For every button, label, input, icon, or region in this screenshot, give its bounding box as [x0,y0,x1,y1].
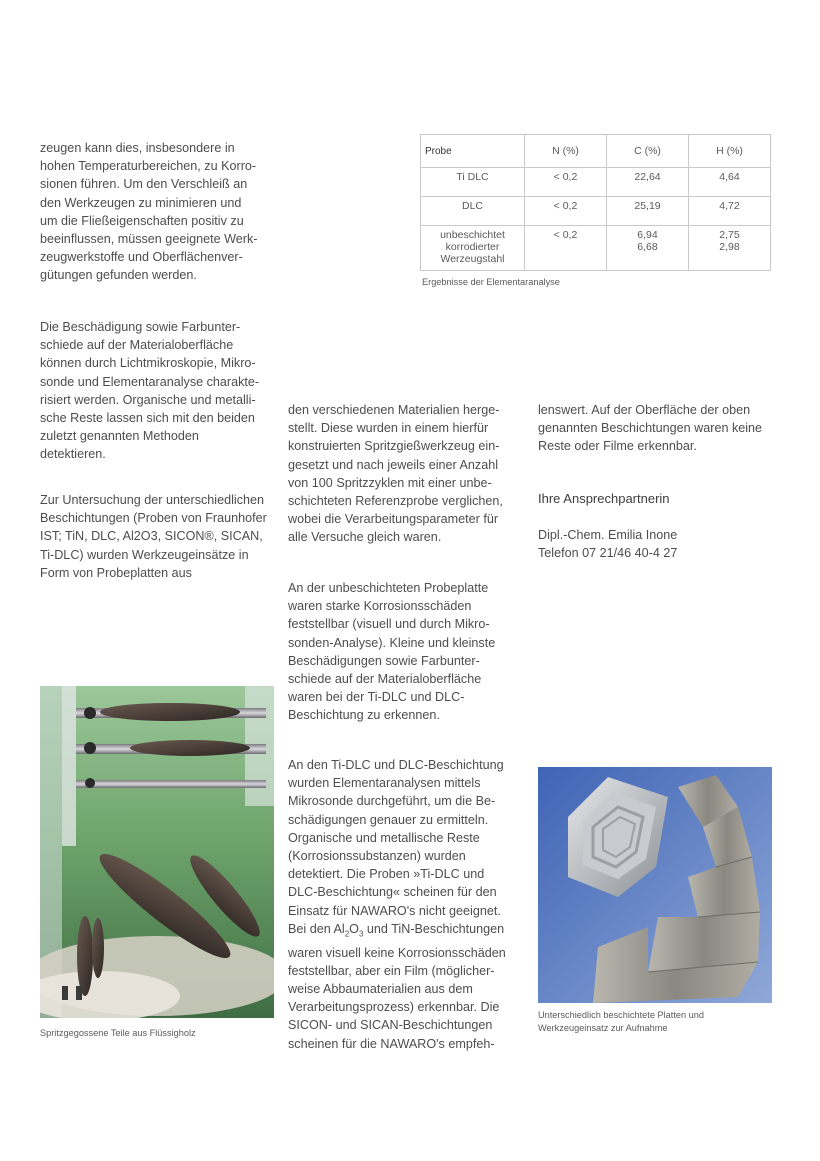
text-line: sionen führen. Um den Verschleiß an [40,177,248,192]
text-line: können durch Lichtmikroskopie, Mikro- [40,356,256,371]
text-line: Zur Untersuchung der unterschiedlichen [40,493,265,507]
text-line: stellt. Diese wurden in einem hierfür [288,421,489,436]
text-line: schichteten Referenzprobe verglichen, [288,494,503,509]
table-cell-text: 6,94 [637,229,658,241]
col2-paragraph-1 [288,401,503,547]
table-cell-text: 25,19 [634,200,661,212]
table-cell [607,226,689,271]
text-line: detektiert. Die Proben »Ti-DLC und [288,867,485,882]
text-line: risiert werden. Organische und metalli- [40,392,256,407]
text-line: um die Fließeigenschaften positiv zu [40,213,244,228]
text-line: An den Ti-DLC und DLC-Beschichtung [288,758,504,772]
text-line: feststellbar, aber ein Film (möglicher- [288,963,495,978]
text-line: alle Versuche gleich waren. [288,530,442,545]
table-cell-text: 4,72 [719,200,740,212]
text-line: feststellbar (visuell und durch Mikro- [288,617,490,632]
text-line: Form von Probeplatten aus [40,565,192,580]
table-cell-text: 2,75 [719,229,740,241]
table-caption: Ergebnisse der Elementaranalyse [422,277,560,287]
text-line: IST; TiN, DLC, Al2O3, SICON®, SICAN, [40,529,263,544]
table-cell-text: < 0,2 [553,200,578,212]
text-line: von 100 Spritzzyklen mit einer unbe- [288,475,492,490]
col1-paragraph-2 [40,318,259,464]
text-line: wobei die Verarbeitungsparameter für [288,512,499,527]
table-cell-text: korrodierter [445,241,500,253]
text-line: sonden-Analyse). Kleine und kleinste [288,635,496,650]
photo-caption-right [538,1009,704,1035]
contact-details [538,526,677,562]
text-line: Die Beschädigung sowie Farbunter- [40,320,241,334]
text-line: Ti-DLC) wurden Werkzeugeinsätze in [40,547,249,562]
text-line: Beschichtung zu erkennen. [288,708,440,723]
text-line: Telefon 07 21/46 40-4 27 [538,546,678,561]
table-cell [525,168,607,197]
table-cell [421,197,525,226]
text-line: waren starke Korrosionsschäden [288,599,472,614]
text-line: den verschiedenen Materialien herge- [288,403,500,417]
al-subscript: 2 [344,929,350,939]
table-header-cell: H (%) [689,135,771,168]
table-cell [525,197,607,226]
text-line: SICON- und SICAN-Beschichtungen [288,1018,493,1033]
text-line: Reste oder Filme erkennbar. [538,439,697,454]
table-cell-text: 22,64 [634,171,661,183]
text-line: waren bei der Ti-DLC und DLC- [288,690,465,705]
text-line: zuletzt genannten Methoden [40,429,199,444]
table-cell [689,197,771,226]
text-line: weise Abbaumaterialien aus dem [288,981,473,996]
text-line: zeugwerkstoffe und Oberflächenver- [40,250,243,265]
table-cell-text: unbeschichtet [440,229,505,241]
injection-molded-parts-photo [40,686,274,1018]
col3-paragraph-1 [538,401,762,456]
table-cell-text: < 0,2 [553,171,578,183]
text-line: waren visuell keine Korrosionsschäden [288,945,506,960]
coated-plates-photo [538,767,772,1003]
text-line: sonde und Elementaranalyse charakte- [40,374,260,389]
text-line: schiede auf der Materialoberfläche [288,672,482,687]
table-header-row [421,135,771,168]
text-line: Dipl.-Chem. Emilia Inone [538,528,678,542]
text-line: Beschichtungen (Proben von Fraunhofer [40,511,267,526]
text-line: Einsatz für NAWARO's nicht geeignet. [288,903,501,918]
table-cell-text: 6,68 [637,241,658,253]
table-cell-text: 2,98 [719,241,740,253]
table-row [421,197,771,226]
text-line: Mikrosonde durchgeführt, um die Be- [288,794,496,809]
al-suffix: und TiN-Beschichtungen [363,921,505,936]
text-line: wurden Elementaranalysen mittels [288,776,481,791]
table-cell-text: < 0,2 [553,229,578,241]
text-line: (Korrosionssubstanzen) wurden [288,849,466,864]
table-cell-text: Werzeugstahl [440,253,505,265]
col2-paragraph-2 [288,579,495,725]
photo-caption-left: Spritzgegossene Teile aus Flüssigholz [40,1028,196,1038]
text-line: zeugen kann dies, insbesondere in [40,141,235,155]
table-row [421,168,771,197]
text-line: beeinflussen, müssen geeignete Werk- [40,232,258,247]
text-line: gütungen gefunden werden. [40,268,197,283]
table-cell-text: 4,64 [719,171,740,183]
text-line: schädigungen genauer zu ermitteln. [288,812,489,827]
text-line: schiede auf der Materialoberfläche [40,338,234,353]
table-cell [421,168,525,197]
text-line: DLC-Beschichtung« scheinen für den [288,885,497,900]
col1-paragraph-3 [40,491,267,582]
table-cell-text: DLC [461,200,483,212]
table-cell [607,168,689,197]
text-line: Beschädigungen sowie Farbunter- [288,653,480,668]
o-subscript: 3 [358,929,364,939]
text-line: konstruierten Spritzgießwerkzeug ein- [288,439,500,454]
text-line: hohen Temperaturbereichen, zu Korro- [40,159,257,174]
text-line: sche Reste lassen sich mit den beiden [40,411,255,426]
table-cell [421,226,525,271]
text-line: An der unbeschichteten Probeplatte [288,581,489,595]
col2-paragraph-3-part-2 [288,944,506,1053]
table-cell [525,226,607,271]
text-line: genannten Beschichtungen waren keine [538,421,763,436]
text-line: detektieren. [40,447,106,462]
table-header-cell: C (%) [607,135,689,168]
text-line: gesetzt und nach jeweils einer Anzahl [288,457,499,472]
table-cell [607,197,689,226]
text-line: Organische und metallische Reste [288,830,480,845]
col1-paragraph-1 [40,139,257,285]
text-line: Verarbeitungsprozess) erkennbar. Die [288,1000,500,1015]
table-header-cell: N (%) [525,135,607,168]
contact-heading: Ihre Ansprechpartnerin [538,491,670,506]
table-cell [689,226,771,271]
text-line: den Werkzeugen zu minimieren und [40,195,242,210]
al-prefix: Bei den Al [288,921,345,936]
col2-al2o3-line [288,920,506,944]
table-row [421,226,771,271]
text-line: Werkzeugeinsatz zur Aufnahme [538,1023,668,1033]
o-letter: O [349,921,359,936]
text-line: lenswert. Auf der Oberfläche der oben [538,403,751,417]
col2-paragraph-3 [288,756,506,1053]
table-header-cell: Probe [421,135,525,168]
table-cell [689,168,771,197]
text-line: scheinen für die NAWARO's empfeh- [288,1036,495,1051]
col2-paragraph-3-part-1 [288,756,506,920]
element-analysis-table [420,134,771,271]
table-cell-text: Ti DLC [456,171,489,183]
text-line: Unterschiedlich beschichtete Platten und [538,1010,704,1020]
